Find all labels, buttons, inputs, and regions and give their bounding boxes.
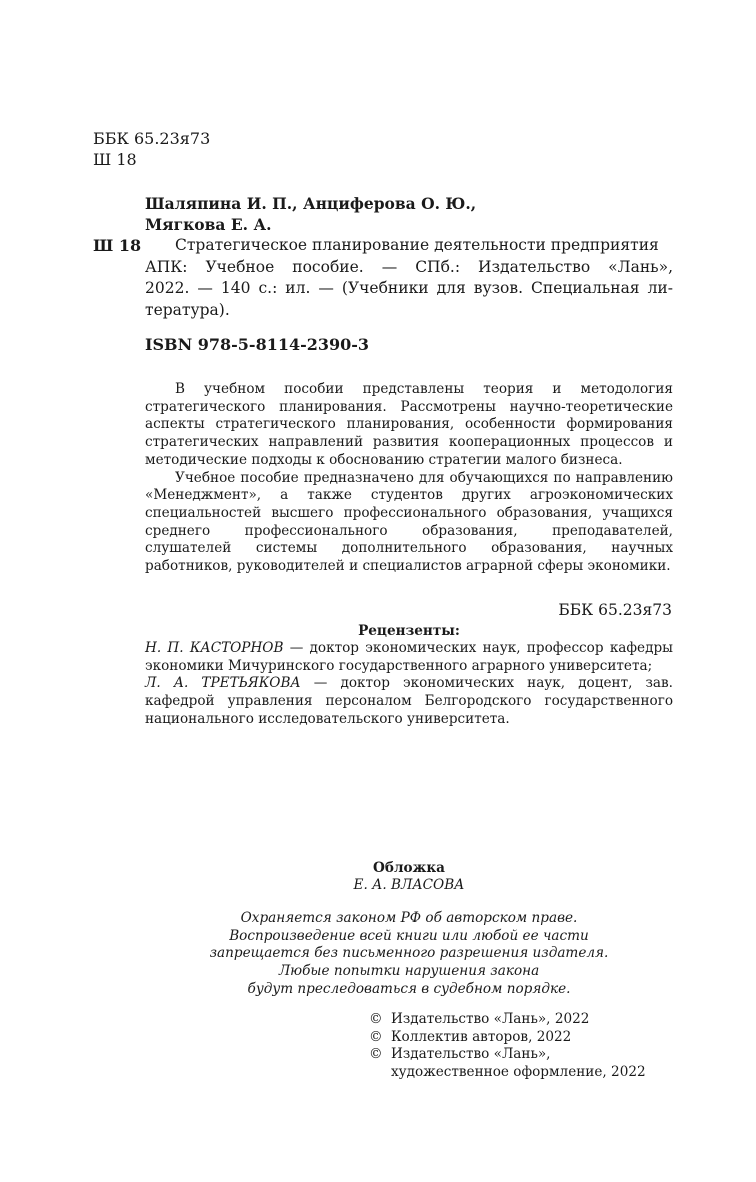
reviewers-list	[145, 640, 673, 729]
notice-line-3: запрещается без письменного разрешения издателя.	[209, 945, 609, 962]
reviewers-title: Рецензенты:	[358, 623, 460, 639]
authors-line-1: Шаляпина И. П., Анциферова О. Ю.,	[145, 194, 477, 213]
copyright-notice	[145, 910, 673, 999]
index-code: Ш 18	[93, 236, 142, 255]
cover-designer: Е. А. ВЛАСОВА	[353, 877, 465, 893]
copyright-text-line-1: Издательство «Лань»,	[391, 1046, 551, 1063]
copyright-item	[369, 1046, 646, 1081]
isbn: ISBN 978-5-8114-2390-3	[145, 335, 370, 354]
copyright-text	[391, 1046, 646, 1081]
abstract-paragraph-1: В учебном пособии представлены теория и методология стратегического планирования. Рассмотрены научно-теоретические аспекты стратегического планирования, особенности формирования стратегических направлений развития кооперационных процессов и методические подходы к обоснованию стратегии малого бизнеса.	[145, 381, 673, 468]
description-line-3: 2022. — 140 с.: ил. — (Учебники для вузов. Специальная ли-	[145, 279, 673, 297]
authors-line-2: Мягкова Е. А.	[145, 215, 272, 234]
bbk-code: ББК 65.23я73	[93, 129, 211, 148]
authors-block	[145, 193, 476, 235]
reviewer-2-name: Л. А. ТРЕТЬЯКОВА	[145, 675, 301, 692]
notice-line-4: Любые попытки нарушения закона	[278, 963, 540, 980]
bibliographic-description	[145, 235, 673, 321]
notice-line-5: будут преследоваться в судебном порядке.	[247, 980, 571, 997]
notice-line-1: Охраняется законом РФ об авторском праве.	[240, 910, 578, 926]
description-line-2: АПК: Учебное пособие. — СПб.: Издательство «Лань»,	[145, 257, 673, 276]
cover-title: Обложка	[373, 860, 445, 876]
reviewer-1	[145, 640, 673, 675]
bbk-code-block	[93, 128, 210, 170]
abstract-paragraph-2: Учебное пособие предназначено для обучающихся по направлению «Менеджмент», а также студентов других агроэкономических специальностей высшего профессионального образования, учащихся среднего профессионального образования, преподавателей, слушателей системы дополнительного образования, научных работников, руководителей и специалистов аграрной сферы экономики.	[145, 469, 673, 575]
description-line-1: Стратегическое планирование деятельности предприятия	[175, 236, 659, 254]
reviewer-2-text: — доктор экономических наук, доцент, зав. кафедрой управления персоналом Белгородского государственного национального исследовательского университета.	[145, 675, 674, 727]
copyright-icon: ©	[369, 1046, 383, 1063]
copyright-icon: ©	[369, 1011, 383, 1027]
reviewer-2	[145, 675, 673, 728]
copyright-list	[369, 1011, 646, 1082]
copyright-text-line-2: художественное оформление, 2022	[391, 1064, 646, 1081]
copyright-text: Издательство «Лань», 2022	[391, 1011, 590, 1027]
copyright-text: Коллектив авторов, 2022	[391, 1028, 572, 1045]
author-mark: Ш 18	[93, 150, 137, 169]
copyright-item	[369, 1011, 646, 1029]
reviewer-1-text: — доктор экономических наук, профессор кафедры экономики Мичуринского государственного аграрного университета;	[145, 640, 673, 674]
bbk-code-right: ББК 65.23я73	[558, 601, 672, 619]
copyright-icon: ©	[369, 1028, 383, 1045]
notice-line-2: Воспроизведение всей книги или любой ее части	[229, 927, 589, 944]
abstract	[145, 381, 673, 576]
description-line-4: тература).	[145, 300, 230, 319]
copyright-item	[369, 1029, 646, 1047]
reviewer-1-name: Н. П. КАСТОРНОВ	[145, 640, 284, 656]
